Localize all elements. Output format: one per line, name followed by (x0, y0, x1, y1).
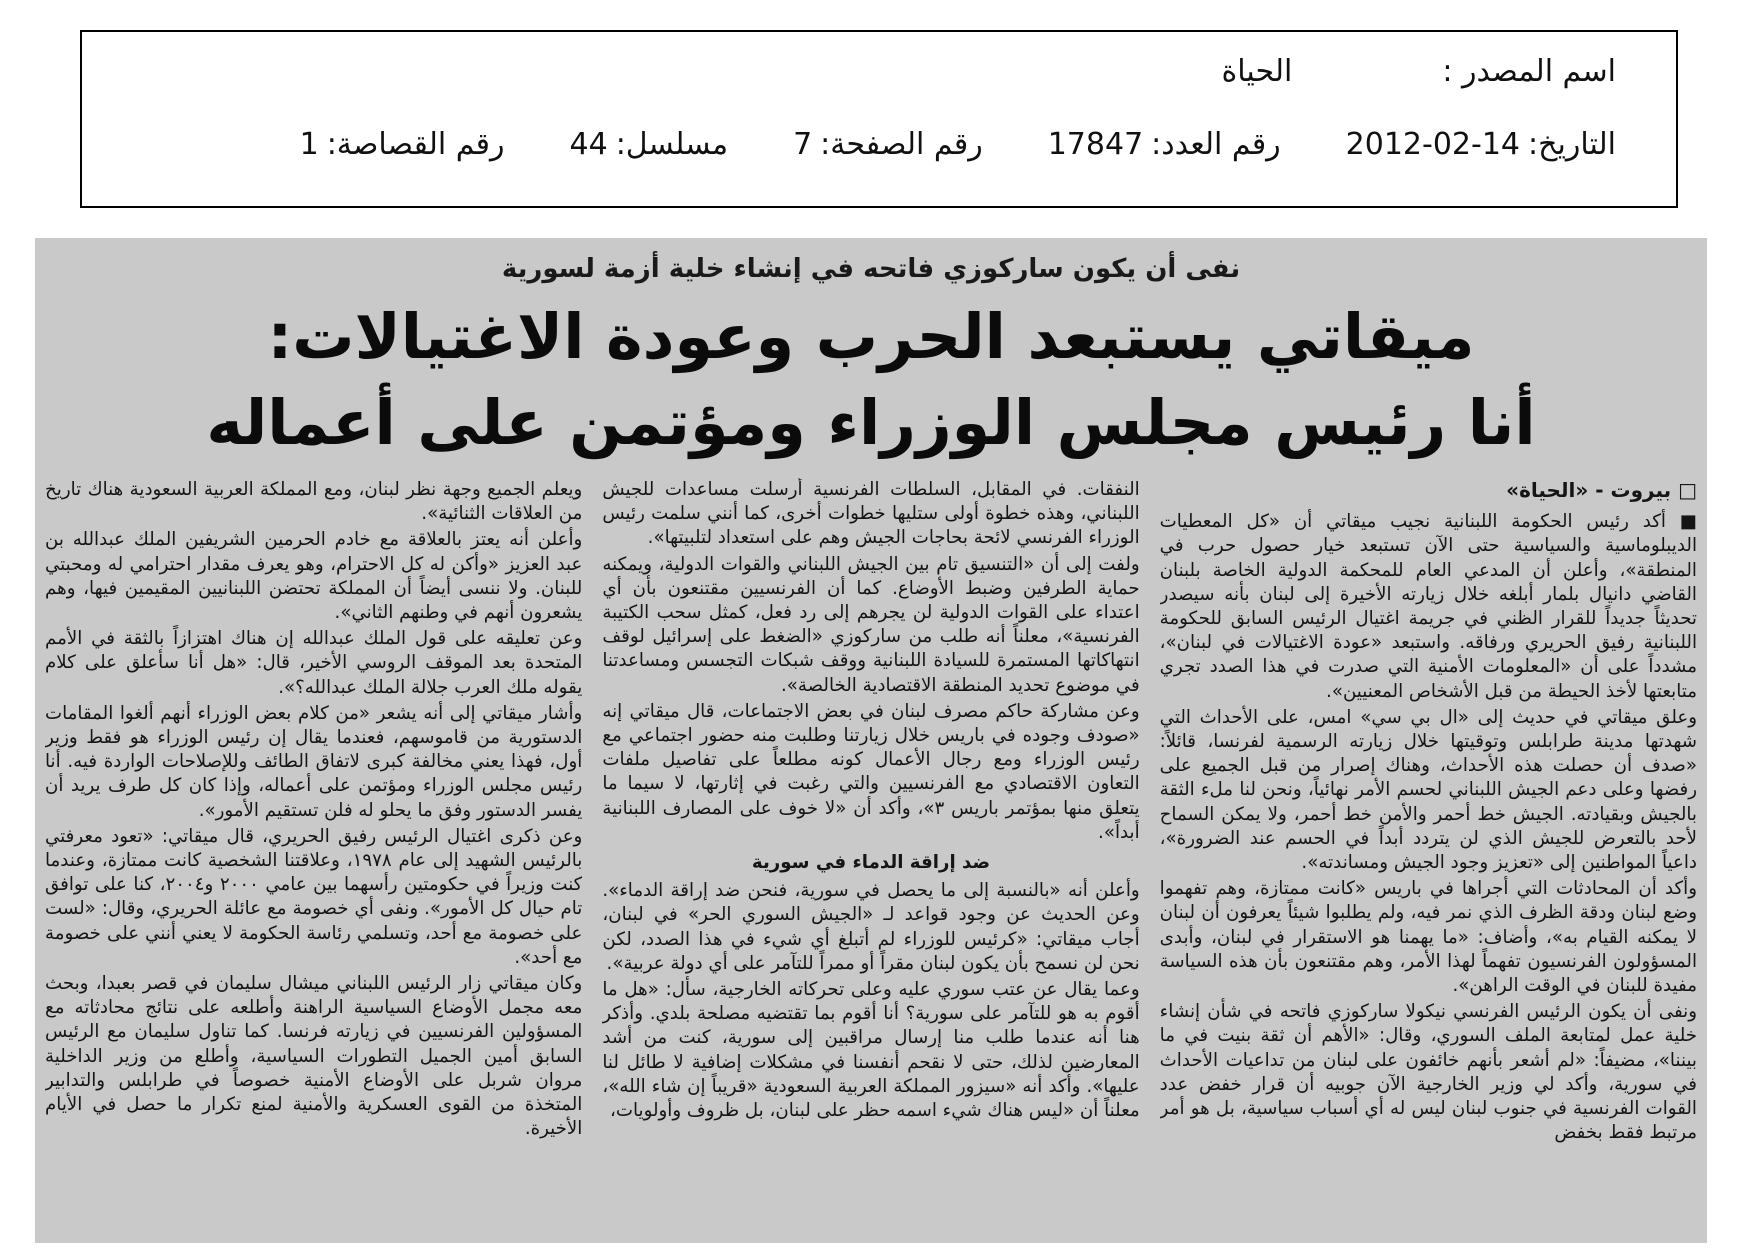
article-headline-line-2: أنا رئيس مجلس الوزراء ومؤتمن على أعماله (206, 386, 1536, 459)
article-paragraph: وعن مشاركة حاكم مصرف لبنان في بعض الاجتماعات، قال ميقاتي إنه «صودف وجوده في باريس خلال زيارتنا وطلبت منه حضور اجتماعي مع رئيس الوزراء ومع رجال الأعمال كونه مطلعاً على تفاصيل ملفات التعاون الاقتصادي مع الفرنسيين والتي رغبت في إثارتها، لا سيما ما يتعلق منها بمؤتمر باريس ٣»، وأكد أن «لا خوف على المصارف اللبنانية أبداً». (602, 700, 1140, 843)
clip-label: رقم القصاصة: (326, 127, 505, 162)
details-line (300, 127, 1616, 162)
article-paragraph: وعن ذكرى اغتيال الرئيس رفيق الحريري، قال ميقاتي: «تعود معرفتي بالرئيس الشهيد إلى عام ١٩٧٨، وعلاقتنا الشخصية كانت ممتازة، وعندما كنت وزيراً في حكومتين رأسهما بين عامي ٢٠٠٠ و٢٠٠٤، كنا على توافق تام حيال كل الأمور». ونفى أي خصومة مع عائلة الحريري، وقال: «لست على خصومة مع أحد، وتسلمي رئاسة الحكومة لا يعني أنني على خصومة مع أحد». (45, 825, 583, 968)
source-line (1222, 54, 1616, 89)
article-paragraph: وكان ميقاتي زار الرئيس اللبناني ميشال سليمان في قصر بعبدا، وبحث معه مجمل الأوضاع السياسية الراهنة وأطلعه على نتائج محادثاته مع المسؤولين الفرنسيين في زيارته فرنسا. كما تناول سليمان مع الرئيس السابق أمين الجميل التطورات السياسية، وأطلع من وزير الداخلية مروان شربل على الأوضاع الأمنية خصوصاً في طرابلس والتدابير المتخذة من القوى العسكرية والأمنية لمنع تكرار ما حصل في الأيام الأخيرة. (45, 973, 583, 1140)
clip-value: 1 (299, 127, 319, 162)
issue-value: 17847 (1047, 127, 1144, 162)
article-paragraph: وأكد أن المحادثات التي أجراها في باريس «كانت ممتازة، وهم تفهموا وضع لبنان ودقة الظرف الذي نمر فيه، ولم يطلبوا شيئاً يعرفون أن لبنان لا يمكنه القيام به»، وأضاف: «ما يهمنا هو الاستقرار في لبنان، وأبدى المسؤولون الفرنسيون تفهماً لهذا الأمر، وهم مقتنعون بأن هذه السياسة مفيدة للبنان في الوقت الراهن». (1159, 878, 1697, 997)
article-byline: □ بيروت - «الحياة» (1506, 478, 1697, 502)
article-paragraph: وعن تعليقه على قول الملك عبدالله إن هناك اهتزازاً بالثقة في الأمم المتحدة بعد الموقف الروسي الأخير، قال: «هل أنا سأعلق على كلام يقوله ملك العرب جلالة الملك عبدالله؟». (45, 628, 583, 698)
article-paragraph: النفقات. في المقابل، السلطات الفرنسية أرسلت مساعدات للجيش اللبناني، وهذه خطوة أولى ستليها خطوات أخرى، كما أنني سلمت رئيس الوزراء الفرنسي لائحة بحاجات الجيش وهم على استعداد لتلبيتها». (602, 479, 1140, 549)
article-headline-line-1: ميقاتي يستبعد الحرب وعودة الاغتيالات: (267, 300, 1475, 373)
source-metadata-box (80, 30, 1678, 208)
serial-label: مسلسل: (615, 127, 729, 162)
article-subhead: ضد إراقة الدماء في سورية (751, 852, 991, 874)
article-paragraph: ويعلم الجميع وجهة نظر لبنان، ومع المملكة العربية السعودية هناك تاريخ من العلاقات الثنائية». (45, 479, 583, 525)
source-value: الحياة (1221, 54, 1293, 89)
article-paragraph: وأعلن أنه «بالنسبة إلى ما يحصل في سورية، فنحن ضد إراقة الدماء». وعن الحديث عن وجود قواعد لـ «الجيش السوري الحر» في لبنان، أجاب ميقاتي: «كرئيس للوزراء لم أتبلغ أي شيء في هذا الصدد، لكن نحن لن نسمح بأن يكون لبنان مقراً أو ممراً للتآمر على أي دولة عربية». (602, 880, 1140, 974)
article-column-2 (602, 478, 1139, 1238)
article-paragraph: وعما يقال عن عتب سوري عليه وعلى تحركاته الخارجية، سأل: «هل ما أقوم به هو للتآمر على سورية؟ أنا أقوم بما تقتضيه مصلحة بلدي. وأذكر هنا أنه عندما طلب منا إرسال مراقبين إلى سورية، كنت من أشد المعارضين لذلك، حتى لا نقحم أنفسنا في مشكلات إضافية لا طائل لنا عليها». وأكد أنه «سيزور المملكة العربية السعودية «قريباً إن شاء الله»، معلناً أن «ليس هناك شيء اسمه حظر على لبنان، بل ظروف وأولويات، (602, 979, 1140, 1122)
article-paragraph: وعلق ميقاتي في حديث إلى «ال بي سي» امس، على الأحداث التي شهدتها مدينة طرابلس وتوقيتها خلال زيارته الرسمية لفرنسا، قائلاً: «صدف أن حصلت هذه الأحداث، وهناك إصرار من قبل الجميع على رفضها وعلى دعم الجيش اللبناني لحسم الأمر نهائياً، ونحن لنا ملء الثقة بالجيش وبقيادته. الجيش خط أحمر والأمن خط أحمر، ولا يمكن السماح لأحد بالتعرض للجيش الذي لن يتردد أبداً في الحسم عند الضرورة»، داعياً المواطنين إلى «تعزيز وجود الجيش ومساندته». (1159, 706, 1697, 874)
serial-value: 44 (569, 127, 608, 162)
article-column-1 (1160, 478, 1697, 1238)
newspaper-clipping (35, 238, 1707, 1243)
page-label: رقم الصفحة: (820, 127, 983, 162)
issue-label: رقم العدد: (1151, 127, 1281, 162)
article-paragraph: وأشار ميقاتي إلى أنه يشعر «من كلام بعض الوزراء أنهم ألغوا المقامات الدستورية من قاموسهم، فعندما يقال إن رئيس الوزراء هو فقط وزير أول، فهذا يعني مخالفة كبرى لاتفاق الطائف وللإصلاحات الواردة فيه. أنا رئيس مجلس الوزراء ومؤتمن على أعماله، وإذا كان كل طرف يريد أن يفسر الدستور وفق ما يحلو له فلن تستقيم الأمور». (45, 702, 583, 821)
article-paragraph: ونفى أن يكون الرئيس الفرنسي نيكولا ساركوزي فاتحه في شأن إنشاء خلية عمل لمتابعة الملف السوري، وقال: «الأهم أن ثقة بنيت في ما بيننا»، مضيفاً: «لم أشعر بأنهم خائفون على لبنان من تداعيات الأحداث في سورية، وأكد لي وزير الخارجية الآن جوبيه أن قرار خفض عدد القوات الفرنسية في جنوب لبنان ليس له أي أسباب سياسية، بل هو أمر مرتبط فقط بخفض (1159, 1001, 1697, 1144)
date-label: التاريخ: (1528, 127, 1616, 162)
source-label: اسم المصدر : (1442, 54, 1616, 89)
page-value: 7 (793, 127, 813, 162)
article-paragraph: ■ أكد رئيس الحكومة اللبنانية نجيب ميقاتي أن «كل المعطيات الديبلوماسية والسياسية حتى الآن تستبعد خيار حصول حرب في المنطقة»، وأعلن أن المدعي العام للمحكمة الدولية الخاصة بلبنان القاضي دانيال بلمار أبلغه خلال زيارته الأخيرة إلى لبنان بأنه سيصدر تحديثاً جديداً للقرار الظني في جريمة اغتيال الرئيس السابق للحكومة اللبنانية رفيق الحريري ورفاقه. واستبعد «عودة الاغتيالات في لبنان»، مشدداً على أن «المعلومات الأمنية التي صدرت في هذا الصدد تجري متابعتها لأخذ الحيطة من قبل الأشخاص المعنيين». (1159, 511, 1697, 702)
article-column-3 (45, 478, 582, 1238)
article-paragraph: ولفت إلى أن «التنسيق تام بين الجيش اللبناني والقوات الدولية، ويمكنه حماية الطرفين وضبط الأوضاع. كما أن الفرنسيين مقتنعون بأن أي اعتداء على القوات الدولية لن يجرهم إلى رد فعل، كمثل سحب الكتيبة الفرنسية»، معلناً أنه طلب من ساركوزي «الضغط على إسرائيل لوقف انتهاكاتها المستمرة للسيادة اللبنانية ووقف شبكات التجسس ومساعدتنا في موضوع تحديد المنطقة الاقتصادية الخالصة». (602, 553, 1140, 696)
article-kicker: نفى أن يكون ساركوزي فاتحه في إنشاء خلية أزمة لسورية (501, 254, 1241, 284)
article-columns (45, 478, 1697, 1238)
article-paragraph: وأعلن أنه يعتز بالعلاقة مع خادم الحرمين الشريفين الملك عبدالله بن عبد العزيز «وأكن له كل الاحترام، وهو يعرف مقدار احترامي له ومحبتي للبنان. ولا ننسى أيضاً أن المملكة تحتضن اللبنانيين المقيمين فيها، وهم يشعرون أنهم في وطنهم الثاني». (45, 529, 583, 624)
date-value: 2012-02-14 (1345, 127, 1521, 162)
